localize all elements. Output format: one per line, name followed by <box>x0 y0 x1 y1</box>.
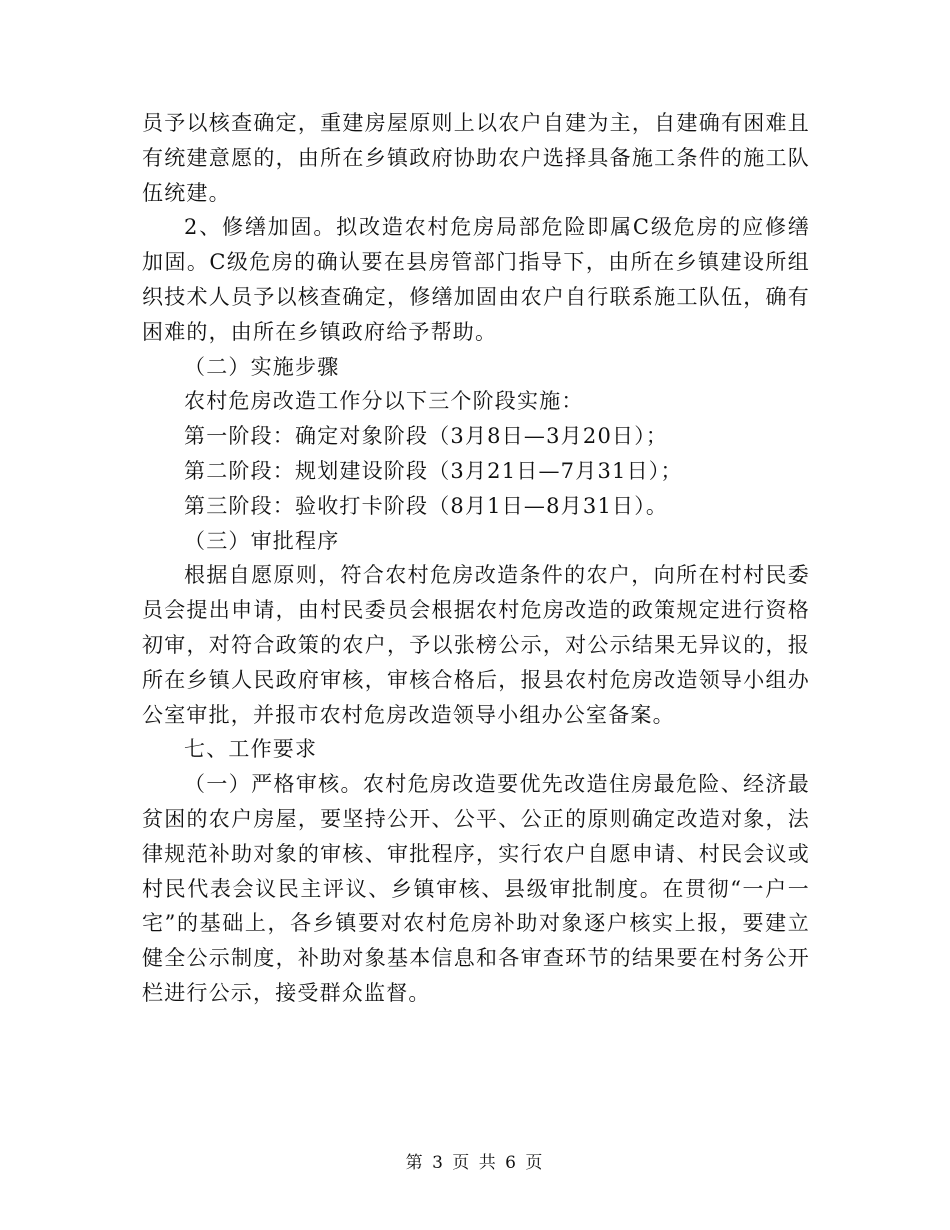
section-heading-work-requirements: 七、工作要求 <box>184 737 318 762</box>
footer-suffix: 页 <box>525 1153 545 1173</box>
paragraph-continuation: 员予以核查确定，重建房屋原则上以农户自建为主，自建确有困难且有统建意愿的，由所在乡镇政府协助农户选择具备施工条件的施工队伍统建。 <box>142 111 810 205</box>
footer-total-pages: 6 <box>505 1153 518 1173</box>
paragraph-strict-review: （一）严格审核。农村危房改造要优先改造住房最危险、经济最贫困的农户房屋，要坚持公开、公平、公正的原则确定改造对象，法律规范补助对象的审核、审批程序，实行农户自愿申请、村民会议或村民代表会议民主评议、乡镇审核、县级审批制度。在贯彻“一户一宅”的基础上，各乡镇要对农村危房补助对象逐户核实上报，要建立健全公示制度，补助对象基本信息和各审查环节的结果要在村务公开栏进行公示，接受群众监督。 <box>142 772 810 1005</box>
paragraph-repair-reinforcement: 2、修缮加固。拟改造农村危房局部危险即属C级危房的应修缮加固。C级危房的确认要在县房管部门指导下，由所在乡镇建设所组织技术人员予以核查确定，修缮加固由农户自行联系施工队伍，确有困难的，由所在乡镇政府给予帮助。 <box>142 215 810 344</box>
paragraph-stages-intro: 农村危房改造工作分以下三个阶段实施： <box>184 389 584 414</box>
footer-current-page: 3 <box>432 1153 445 1173</box>
document-body <box>142 106 810 1011</box>
paragraph-stage-two: 第二阶段：规划建设阶段（3月21日—7月31日）； <box>184 458 683 483</box>
paragraph-approval-procedure: 根据自愿原则，符合农村危房改造条件的农户，向所在村村民委员会提出申请，由村民委员会根据农村危房改造的政策规定进行资格初审，对符合政策的农户，予以张榜公示，对公示结果无异议的，报所在乡镇人民政府审核，审核合格后，报县农村危房改造领导小组办公室审批，并报市农村危房改造领导小组办公室备案。 <box>142 563 810 727</box>
footer-prefix: 第 <box>405 1153 425 1173</box>
footer-middle: 页 共 <box>452 1153 498 1173</box>
section-heading-approval-procedure: （三）审批程序 <box>184 528 340 553</box>
paragraph-stage-one: 第一阶段：确定对象阶段（3月8日—3月20日）； <box>184 424 669 449</box>
paragraph-stage-three: 第三阶段：验收打卡阶段（8月1日—8月31日）。 <box>184 493 669 518</box>
page-footer <box>0 1148 950 1173</box>
section-heading-implementation-steps: （二）实施步骤 <box>184 354 340 379</box>
